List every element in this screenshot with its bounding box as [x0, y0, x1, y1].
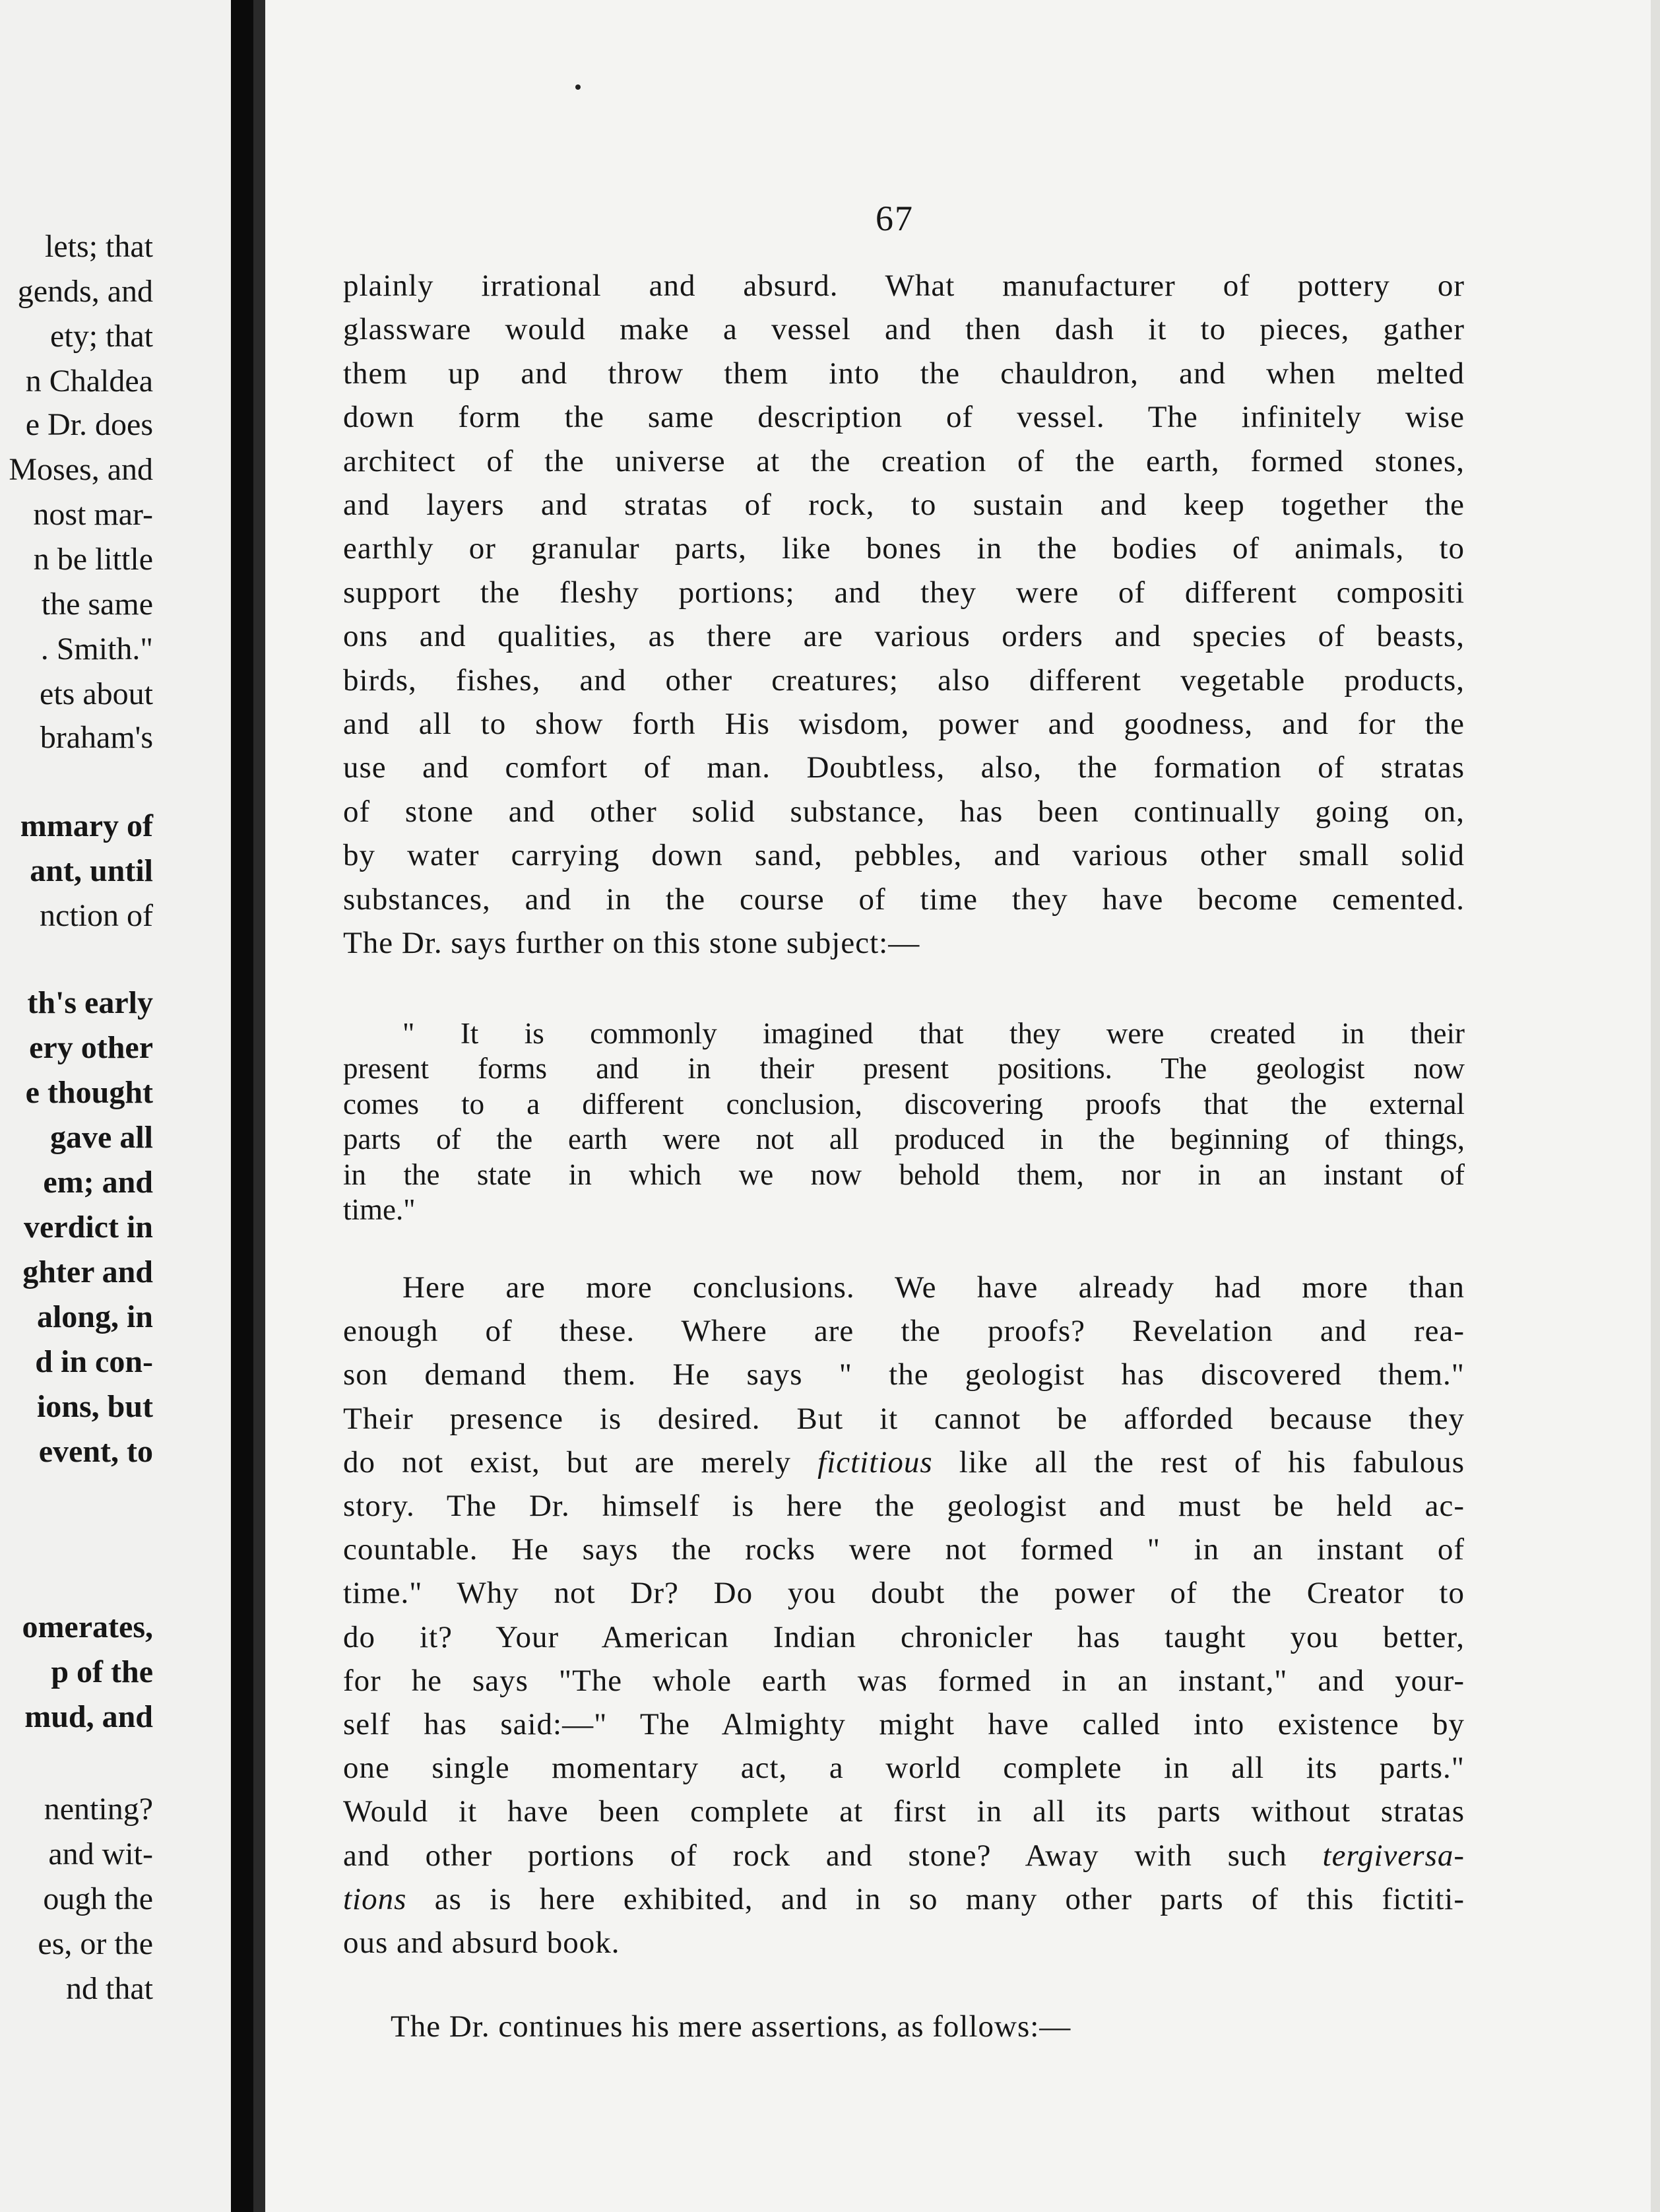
text-line: ous and absurd book. — [343, 1926, 620, 1961]
text-line: time." — [343, 1193, 416, 1227]
italic-word: fictitious — [817, 1445, 933, 1480]
facing-page-line: e Dr. does — [25, 407, 153, 442]
page-number: 67 — [876, 199, 914, 238]
facing-page-line: nost mar- — [33, 497, 153, 532]
facing-page-line: Moses, and — [9, 452, 153, 487]
facing-page-line: event, to — [38, 1434, 153, 1469]
text-line — [343, 1877, 1465, 1921]
text-line: Their presence is desired. But it cannot be afforded because they — [343, 1401, 1465, 1436]
italic-word: tions — [343, 1881, 407, 1916]
facing-page-line: ets about — [40, 676, 153, 711]
closing-line: The Dr. continues his mere assertions, as follows:— — [391, 2009, 1071, 2044]
text-line: use and comfort of man. Doubtless, also, the formation of stratas — [343, 750, 1465, 785]
page-edge — [1651, 0, 1660, 2212]
text-line: architect of the universe at the creation of the earth, formed stones, — [343, 443, 1465, 478]
facing-page-line: ety; that — [50, 319, 153, 354]
text-line: " It is commonly imagined that they were created in their — [402, 1017, 1465, 1050]
facing-page-line: es, or the — [38, 1926, 153, 1961]
text-line: of stone and other solid substance, has been continually going on, — [343, 794, 1465, 829]
text-line: down form the same description of vessel. The infinitely wise — [343, 400, 1465, 435]
text-line: self has said:—" The Almighty might have called into existence by — [343, 1707, 1465, 1742]
text-line: comes to a different conclusion, discovering proofs that the external — [343, 1087, 1465, 1121]
facing-page-line: ough the — [43, 1881, 153, 1916]
text-line: glassware would make a vessel and then dash it to pieces, gather — [343, 312, 1465, 347]
text-line: enough of these. Where are the proofs? Revelation and rea- — [343, 1314, 1465, 1349]
facing-page-line: nd that — [66, 1971, 153, 2006]
facing-page-line: the same — [41, 587, 153, 622]
text-line: plainly irrational and absurd. What manufacturer of pottery or — [343, 269, 1465, 303]
facing-page-line: d in con- — [35, 1344, 153, 1379]
facing-page-line: braham's — [40, 720, 153, 755]
facing-page-line: lets; that — [45, 229, 153, 264]
facing-page-line: and wit- — [48, 1837, 153, 1871]
facing-page-line: ant, until — [30, 853, 153, 888]
text-run: as is here exhibited, and in so many other parts of this fictiti- — [434, 1881, 1465, 1916]
text-line: in the state in which we now behold them, nor in an instant of — [343, 1157, 1465, 1191]
text-line: birds, fishes, and other creatures; also different vegetable products, — [343, 663, 1465, 698]
facing-page-line: . Smith." — [40, 632, 153, 667]
text-line: substances, and in the course of time they have become cemented. — [343, 882, 1465, 917]
facing-page-line: n be little — [33, 542, 153, 577]
book-gutter — [231, 0, 253, 2212]
facing-page-line: nenting? — [44, 1792, 153, 1827]
text-line: parts of the earth were not all produced in the beginning of things, — [343, 1122, 1465, 1156]
facing-page-line: ery other — [29, 1030, 153, 1065]
text-run: do not exist, but are merely — [343, 1445, 792, 1480]
italic-word: tergiversa- — [1322, 1838, 1465, 1873]
text-line: support the fleshy portions; and they were of different compositi — [343, 575, 1465, 610]
text-line — [343, 1441, 1465, 1484]
text-line: The Dr. says further on this stone subject:— — [343, 926, 920, 961]
facing-page-line: em; and — [43, 1165, 153, 1200]
facing-page-line: gave all — [50, 1120, 153, 1155]
facing-page-line: n Chaldea — [25, 364, 153, 399]
paragraph-2 — [343, 1266, 1465, 1965]
text-line: Here are more conclusions. We have already had more than — [402, 1270, 1465, 1305]
text-line: story. The Dr. himself is here the geologist and must be held ac- — [343, 1489, 1465, 1524]
text-line: and layers and stratas of rock, to sustain and keep together the — [343, 488, 1465, 523]
ink-speck — [575, 84, 581, 90]
facing-page-line: gends, and — [17, 274, 153, 309]
text-line: present forms and in their present positions. The geologist now — [343, 1052, 1465, 1086]
text-line: do it? Your American Indian chronicler has taught you better, — [343, 1619, 1465, 1654]
text-line — [343, 1834, 1465, 1877]
text-line: countable. He says the rocks were not formed " in an instant of — [343, 1532, 1465, 1567]
facing-page-line: along, in — [36, 1299, 153, 1334]
facing-page-line: th's early — [27, 985, 153, 1020]
facing-page-line: p of the — [51, 1654, 153, 1689]
text-line: ons and qualities, as there are various orders and species of beasts, — [343, 619, 1465, 654]
facing-page-line: omerates, — [22, 1610, 153, 1644]
text-line: time." Why not Dr? Do you doubt the power of the Creator to — [343, 1576, 1465, 1611]
facing-page-line: verdict in — [24, 1210, 153, 1245]
facing-page-fragment — [0, 0, 231, 2212]
block-quote — [343, 1016, 1465, 1227]
text-line: for he says "The whole earth was formed in an instant," and your- — [343, 1663, 1465, 1698]
paragraph-1 — [343, 264, 1465, 965]
text-line: son demand them. He says " the geologist has discovered them." — [343, 1357, 1465, 1392]
text-line: one single momentary act, a world complete in all its parts." — [343, 1751, 1465, 1786]
text-line: and all to show forth His wisdom, power and goodness, and for the — [343, 707, 1465, 742]
text-run: like all the rest of his fabulous — [959, 1445, 1465, 1480]
facing-page-line: ghter and — [22, 1254, 153, 1289]
text-line: earthly or granular parts, like bones in the bodies of animals, to — [343, 531, 1465, 566]
facing-page-line: nction of — [40, 898, 153, 933]
text-line: by water carrying down sand, pebbles, and various other small solid — [343, 838, 1465, 873]
facing-page-line: ions, but — [36, 1389, 153, 1424]
text-run: and other portions of rock and stone? Away with such — [343, 1838, 1287, 1873]
text-line: them up and throw them into the chauldron, and when melted — [343, 356, 1465, 391]
facing-page-line: e thought — [25, 1075, 153, 1110]
page-67 — [265, 0, 1660, 2212]
gutter-shadow — [253, 0, 265, 2212]
facing-page-line: mud, and — [24, 1699, 153, 1734]
text-line: Would it have been complete at first in all its parts without stratas — [343, 1794, 1465, 1829]
facing-page-line: mmary of — [20, 808, 153, 843]
